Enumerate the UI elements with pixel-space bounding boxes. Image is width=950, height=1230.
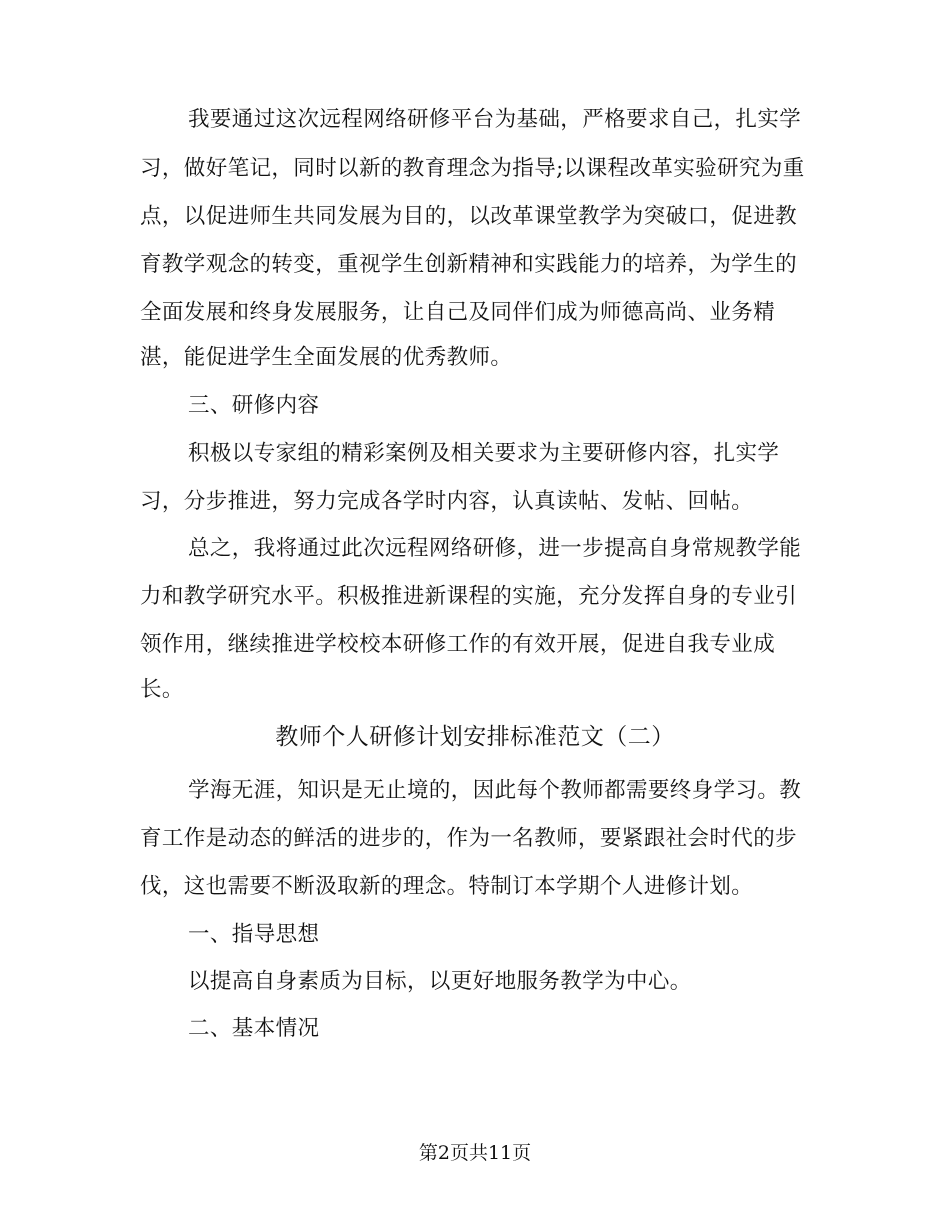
paragraph-line: 力和教学研究水平。积极推进新课程的实施，充分发挥自身的专业引 <box>140 584 798 609</box>
paragraph-line: 育教学观念的转变，重视学生创新精神和实践能力的培养，为学生的 <box>140 252 798 277</box>
paragraph-line: 湛，能促进学生全面发展的优秀教师。 <box>140 345 513 370</box>
section-title: 教师个人研修计划安排标准范文（二） <box>275 724 675 750</box>
paragraph-line: 长。 <box>140 677 184 702</box>
paragraph-line: 以提高自身素质为目标，以更好地服务教学为中心。 <box>188 969 692 994</box>
paragraph-line: 领作用，继续推进学校校本研修工作的有效开展，促进自我专业成 <box>140 632 776 657</box>
paragraph-line: 习，分步推进，努力完成各学时内容，认真读帖、发帖、回帖。 <box>140 489 754 514</box>
paragraph-line: 习，做好笔记，同时以新的教育理念为指导;以课程改革实验研究为重 <box>140 156 805 181</box>
section-heading: 一、指导思想 <box>188 922 320 947</box>
paragraph-line: 我要通过这次远程网络研修平台为基础，严格要求自己，扎实学 <box>188 107 802 132</box>
paragraph-line: 点，以促进师生共同发展为目的，以改革课堂教学为突破口，促进教 <box>140 204 798 229</box>
page-number: 第2页共11页 <box>418 1142 532 1164</box>
paragraph-line: 学海无涯，知识是无止境的，因此每个教师都需要终身学习。教 <box>188 778 802 803</box>
section-heading: 二、基本情况 <box>188 1016 320 1041</box>
paragraph-line: 伐，这也需要不断汲取新的理念。特制订本学期个人进修计划。 <box>140 874 754 899</box>
paragraph-line: 全面发展和终身发展服务，让自己及同伴们成为师德高尚、业务精 <box>140 300 776 325</box>
paragraph-line: 积极以专家组的精彩案例及相关要求为主要研修内容，扎实学 <box>188 441 780 466</box>
section-heading: 三、研修内容 <box>188 393 320 418</box>
paragraph-line: 育工作是动态的鲜活的进步的，作为一名教师，要紧跟社会时代的步 <box>140 826 798 851</box>
paragraph-line: 总之，我将通过此次远程网络研修，进一步提高自身常规教学能 <box>188 536 802 561</box>
